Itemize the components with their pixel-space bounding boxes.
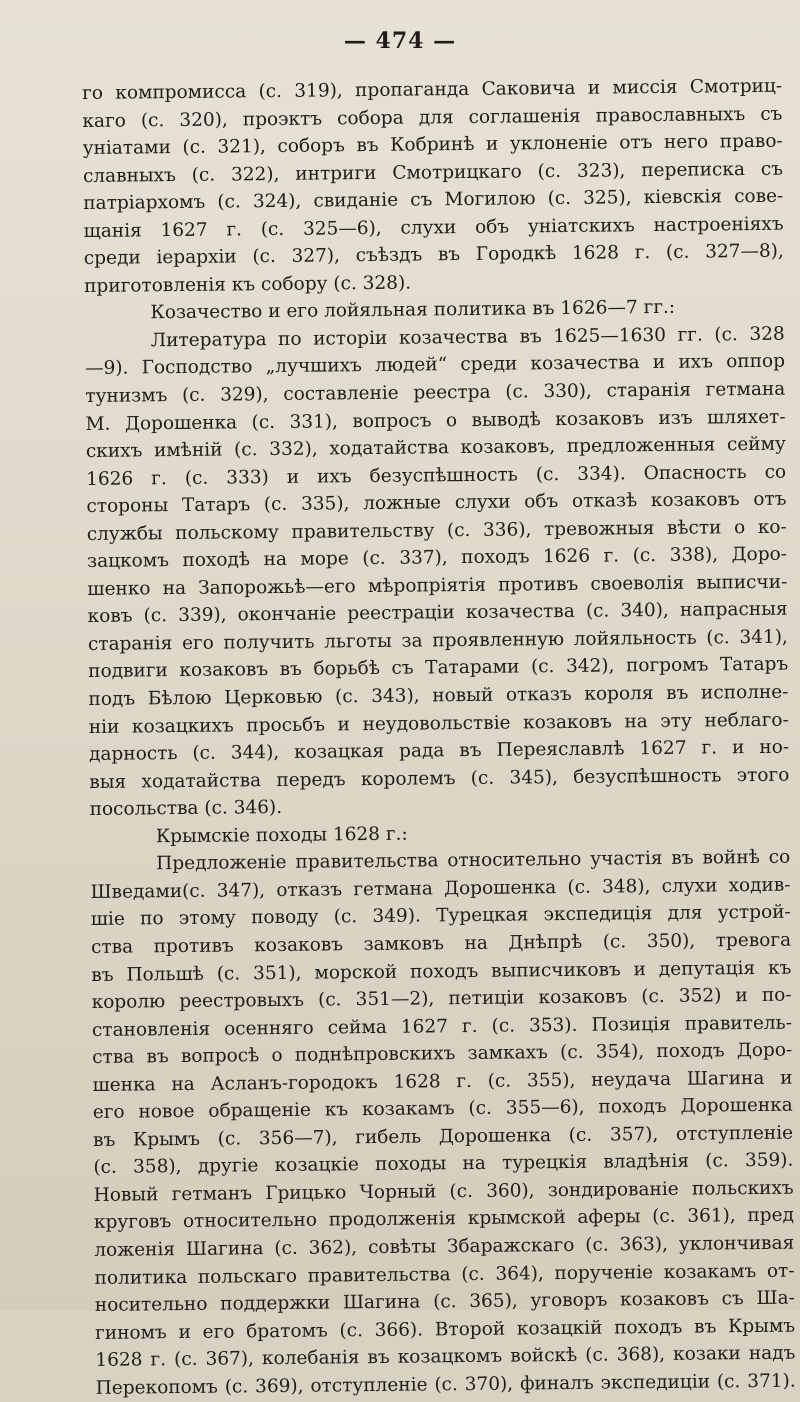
text-line: Шведами(с. 347), отказъ гетмана Дорошенка (с. 348), слухи ходив- <box>90 874 791 903</box>
page-number: — 474 — <box>343 28 457 54</box>
text-line: уніатами (с. 321), соборъ въ Кобринѣ и уклоненіе отъ него право- <box>82 130 783 160</box>
text-line: М. Дорошенка (с. 331), вопросъ о выводѣ козаковъ изъ шляхет- <box>85 406 786 435</box>
text-line: патріархомъ (с. 324), свиданіе съ Могилою (с. 325), кіевскія сове- <box>83 185 784 215</box>
text-line: выя ходатайства передъ королемъ (с. 345), безуспѣшность этого <box>89 764 790 793</box>
text-line: Новый гетманъ Грицько Чорный (с. 360), зондированіе польскихъ <box>93 1177 794 1206</box>
text-line: —9). Господство „лучшихъ людей“ среди козачества и ихъ оппор <box>84 351 786 380</box>
text-line: службы польскому правительству (с. 336), тревожныя вѣсти о ко- <box>86 516 787 545</box>
text-line: становленія осенняго сейма 1627 г. (с. 353). Позиція правитель- <box>91 1012 793 1041</box>
text-line: круговъ относительно продолженія крымской аферы (с. 361), пред <box>93 1205 795 1234</box>
text-line: старанія его получить льготы за проявленную лойяльность (с. 341), <box>87 626 788 655</box>
text-line: политика польскаго правительства (с. 364), порученіе козакамъ от- <box>94 1260 795 1289</box>
text-line: въ Польшѣ (с. 351), морской походъ выписчиковъ и депутація къ <box>91 957 792 986</box>
text-line: подъ Бѣлою Церковью (с. 343), новый отказъ короля въ исполне- <box>88 681 789 710</box>
text-line: его новое обращеніе къ козакамъ (с. 355—6), походъ Дорошенка <box>92 1094 793 1124</box>
text-line: 1628 г. (с. 367), колебанія въ козацкомъ войскѣ (с. 368), козаки надъ <box>95 1342 796 1372</box>
text-line: стороны Татаръ (с. 335), ложные слухи объ отказѣ козаковъ отъ <box>86 488 787 518</box>
text-line: среди іерархіи (с. 327), съѣздъ въ Городкѣ 1628 г. (с. 327—8), <box>83 240 784 270</box>
text-line: Литература по исторіи козачества въ 1625—1630 гг. (с. 328 <box>150 323 785 352</box>
text-line: Предложеніе правительства относительно участія въ войнѣ со <box>156 846 791 875</box>
text-line: Перекопомъ (с. 369), отступленіе (с. 370), финалъ экспедиціи (с. 371). <box>95 1370 796 1399</box>
section-heading: Крымскіе походы 1628 г.: <box>155 823 408 848</box>
text-line: скихъ имѣній (с. 332), ходатайства козаковъ, предложенныя сейму <box>85 433 786 463</box>
text-line: щанія 1627 г. (с. 325—6), слухи объ уніатскихъ настроеніяхъ <box>83 213 784 242</box>
text-line: (с. 358), другіе козацкіе походы на турецкія владѣнія (с. 359). <box>93 1149 794 1179</box>
text-line: въ Крымъ (с. 356—7), гибель Дорошенка (с. 357), отступленіе <box>92 1122 794 1151</box>
text-line: ковъ (с. 339), окончаніе реестраціи козачества (с. 340), напрасныя <box>87 599 788 628</box>
text-line: зацкомъ походѣ на море (с. 337), походъ 1626 г. (с. 338), Доро- <box>86 543 788 573</box>
text-line: ніи козацкихъ просьбъ и неудовольствіе козаковъ на эту неблаго- <box>88 709 789 738</box>
text-line: шенка на Асланъ-городокъ 1628 г. (с. 355), неудача Шагина и <box>92 1067 793 1096</box>
text-line: ства противъ козаковъ замковъ на Днѣпрѣ (с. 350), тревога <box>90 929 792 958</box>
text-line: го компромисса (с. 319), пропаганда Саковича и миссія Смотриц- <box>82 75 783 104</box>
text-line: ства въ вопросѣ о поднѣпровскихъ замкахъ (с. 354), походъ Доро- <box>92 1039 793 1069</box>
text-line: приготовленія къ собору (с. 328). <box>84 272 412 297</box>
text-line: шенко на Запорожьѣ—его мѣропріятія противъ своеволія выписчи- <box>87 571 788 600</box>
text-line: ложенія Шагина (с. 362), совѣты Збаражскаго (с. 363), уклончивая <box>94 1232 795 1261</box>
text-line: королю реестровыхъ (с. 351—2), петиціи козаковъ (с. 352) и по- <box>91 984 792 1013</box>
text-line: шіе по этому поводу (с. 349). Турецкая экспедиція для устрой- <box>90 902 791 931</box>
text-line: посольства (с. 346). <box>89 797 283 821</box>
text-line: носительно поддержки Шагина (с. 365), уговоръ козаковъ съ Ша- <box>94 1287 795 1316</box>
text-line: гиномъ и его братомъ (с. 366). Второй козацкій походъ въ Крымъ <box>95 1315 796 1344</box>
text-line: каго (с. 320), проэктъ собора для соглашенія православныхъ съ <box>82 103 783 132</box>
text-line: подвиги козаковъ въ борьбѣ съ Татарами (с. 342), погромъ Татаръ <box>88 654 789 683</box>
text-line: славныхъ (с. 322), интриги Смотрицкаго (с. 323), переписка съ <box>82 158 784 187</box>
text-line: тунизмъ (с. 329), составленіе реестра (с. 330), старанія гетмана <box>85 378 786 407</box>
table-of-contents-text <box>82 73 796 1402</box>
text-line: 1626 г. (с. 333) и ихъ безуспѣшность (с. 334). Опасность со <box>86 461 787 490</box>
text-line: дарность (с. 344), козацкая рада въ Переяславлѣ 1627 г. и но- <box>88 736 790 766</box>
section-heading: Козачество и его лойяльная политика въ 1626—7 гг.: <box>150 297 676 324</box>
